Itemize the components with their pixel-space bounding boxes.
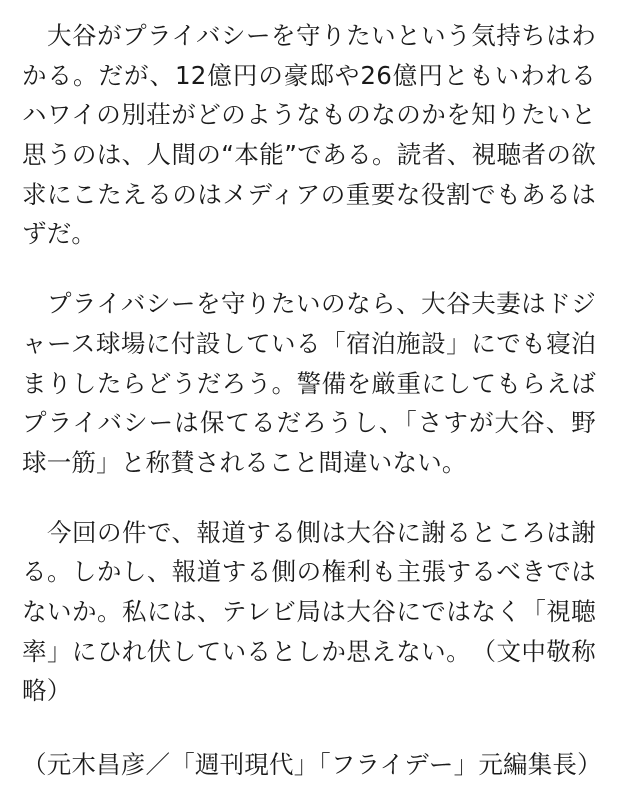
article-paragraph-1: 大谷がプライバシーを守りたいという気持ちはわかる。だが、12億円の豪邸や26億円ともいわれるハワイの別荘がどのようなものなのかを知りたいと思うのは、人間の“本能”である。読者、視聴者の欲求にこたえるのはメディアの重要な役割でもあるはずだ。 bbox=[22, 21, 596, 249]
article-paragraph-2: プライバシーを守りたいのなら、大谷夫妻はドジャース球場に付設している「宿泊施設」にでも寝泊まりしたらどうだろう。警備を厳重にしてもらえばプライバシーは保てるだろうし、「さすが大谷、野球一筋」と称賛されること間違いない。 bbox=[22, 289, 596, 477]
article-paragraph-3: 今回の件で、報道する側は大谷に謝るところは謝る。しかし、報道する側の権利も主張するべきではないか。私には、テレビ局は大谷にではなく「視聴率」にひれ伏しているとしか思えない。 （文中敬称略） bbox=[22, 517, 596, 706]
article-byline: （元木昌彦／「週刊現代」「フライデー」元編集長） bbox=[22, 750, 602, 779]
